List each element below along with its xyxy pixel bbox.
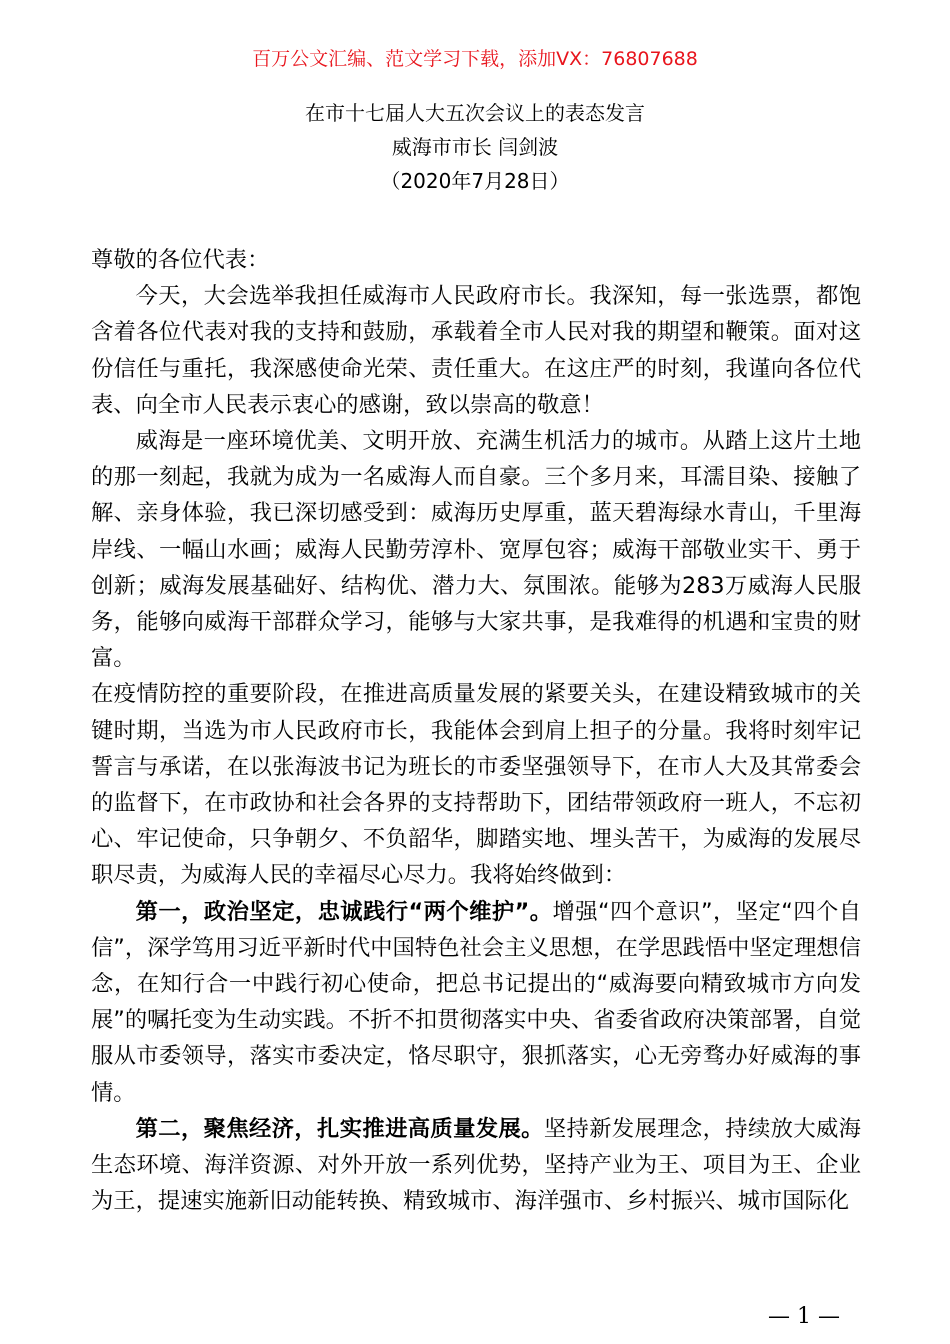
page-number: — 1 —	[768, 1304, 840, 1329]
document-header	[0, 96, 950, 198]
speech-date: （2020年7月28日）	[380, 169, 570, 193]
paragraph-2: 威海是一座环境优美、文明开放、充满生机活力的城市。从踏上这片土地的那一刻起，我就为成为一名威海人而自豪。三个多月来，耳濡目染、接触了解、亲身体验，我已深切感受到：威海历史厚重，蓝天碧海绿水青山，千里海岸线、一幅山水画；威海人民勤劳淳朴、宽厚包容；威海干部敬业实干、勇于创新；威海发展基础好、结构优、潜力大、氛围浓。能够为283万威海人民服务，能够向威海干部群众学习，能够与大家共事，是我难得的机遇和宝贵的财富。	[91, 428, 861, 672]
watermark-banner: 百万公文汇编、范文学习下载，添加VX：76807688	[252, 48, 698, 70]
salutation: 尊敬的各位代表：	[91, 247, 270, 273]
paragraph-4-text: 增强“四个意识”，坚定“四个自信”，深学笃用习近平新时代中国特色社会主义思想，在学思践悟中坚定理想信念，在知行合一中践行初心使命，把总书记提出的“威海要向精致城市方向发展”的嘱托变为生动实践。不折不扣贯彻落实中央、省委省政府决策部署，自觉服从市委领导，落实市委决定，恪尽职守，狠抓落实，心无旁骛办好威海的事情。	[91, 898, 862, 1106]
paragraph-5-heading: 第二，聚焦经济，扎实推进高质量发展。	[135, 1115, 544, 1142]
paragraph-3: 在疫情防控的重要阶段，在推进高质量发展的紧要关头，在建设精致城市的关键时期，当选为市人民政府市长，我能体会到肩上担子的分量。我将时刻牢记誓言与承诺，在以张海波书记为班长的市委坚强领导下，在市人大及其常委会的监督下，在市政协和社会各界的支持帮助下，团结带领政府一班人，不忘初心、牢记使命，只争朝夕、不负韶华，脚踏实地、埋头苦干，为威海的发展尽职尽责，为威海人民的幸福尽心尽力。我将始终做到：	[91, 681, 861, 889]
speaker-line: 威海市市长 闫剑波	[391, 135, 559, 159]
paragraph-4	[91, 894, 861, 1111]
paragraph-4-heading: 第一，政治坚定，忠诚践行“两个维护”。	[135, 898, 553, 925]
document-title: 在市十七届人大五次会议上的表态发言	[305, 101, 645, 125]
paragraph-5	[91, 1111, 861, 1220]
document-body	[91, 242, 861, 1219]
paragraph-1: 今天，大会选举我担任威海市人民政府市长。我深知，每一张选票，都饱含着各位代表对我的支持和鼓励，承载着全市人民对我的期望和鞭策。面对这份信任与重托，我深感使命光荣、责任重大。在这庄严的时刻，我谨向各位代表、向全市人民表示衷心的感谢，致以崇高的敬意！	[91, 283, 861, 418]
paragraph-5-text: 坚持新发展理念，持续放大威海生态环境、海洋资源、对外开放一系列优势，坚持产业为王、项目为王、企业为王，提速实施新旧动能转换、精致城市、海洋强市、乡村振兴、城市国际化	[91, 1115, 861, 1215]
